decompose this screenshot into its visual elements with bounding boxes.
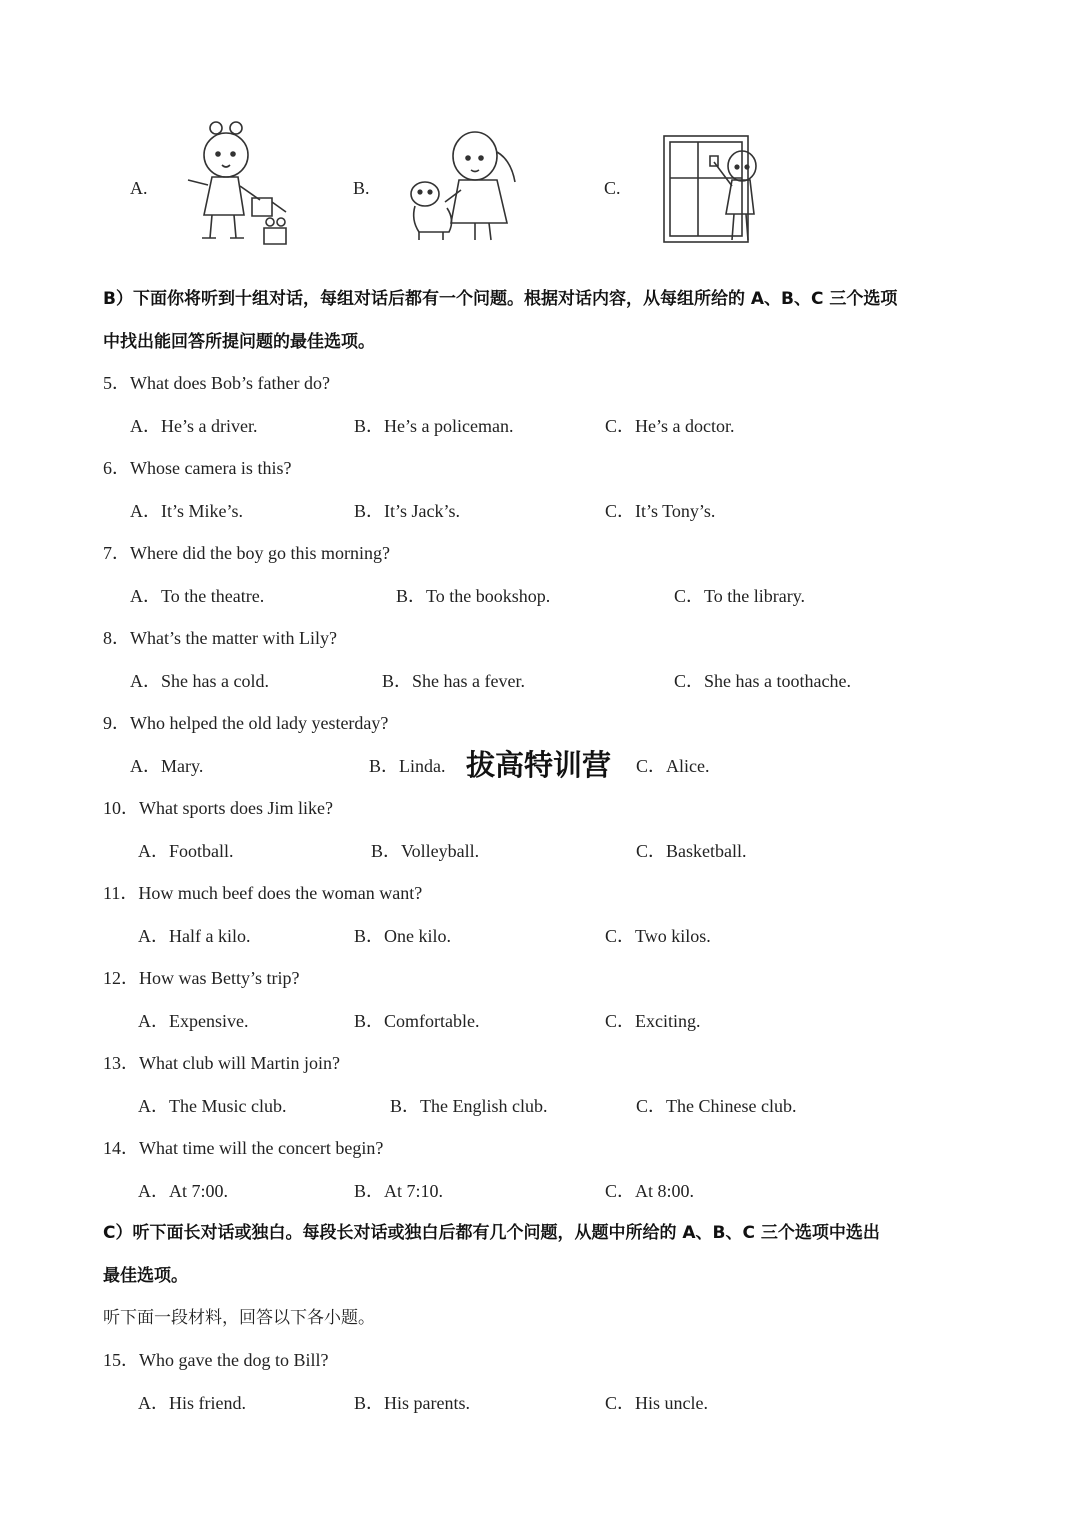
question-13-option-b: B．The English club.: [390, 1096, 548, 1116]
question-9-option-b: B．Linda.: [369, 756, 446, 776]
question-6: 6．Whose camera is this?: [103, 458, 292, 478]
section-c-instruction-line2: 最佳选项。: [103, 1266, 188, 1286]
question-13-option-c: C．The Chinese club.: [636, 1096, 797, 1116]
watermark-text: 拔高特训营: [466, 748, 612, 782]
question-12: 12．How was Betty’s trip?: [103, 968, 300, 988]
question-11-option-a: A．Half a kilo.: [138, 926, 251, 946]
question-5-option-c: C．He’s a doctor.: [605, 416, 735, 436]
question-5-option-b: B．He’s a policeman.: [354, 416, 514, 436]
question-7: 7．Where did the boy go this morning?: [103, 543, 390, 563]
question-11-option-b: B．One kilo.: [354, 926, 451, 946]
question-8-option-c: C．She has a toothache.: [674, 671, 851, 691]
question-10-option-b: B．Volleyball.: [371, 841, 480, 861]
question-8: 8．What’s the matter with Lily?: [103, 628, 337, 648]
question-14-option-c: C．At 8:00.: [605, 1181, 695, 1201]
question-11: 11．How much beef does the woman want?: [103, 883, 423, 903]
question-12-option-b: B．Comfortable.: [354, 1011, 480, 1031]
question-10: 10．What sports does Jim like?: [103, 798, 333, 818]
section-c-instruction-line1: C）听下面长对话或独白。每段长对话或独白后都有几个问题，从题中所给的 A、B、C 三个选项中选出: [103, 1223, 880, 1243]
girl-watering-flowers-icon: [182, 120, 302, 250]
question-10-option-c: C．Basketball.: [636, 841, 747, 861]
picture-b-label: B.: [353, 178, 370, 198]
section-b-instruction-line2: 中找出能回答所提问题的最佳选项。: [103, 332, 375, 352]
question-8-option-b: B．She has a fever.: [382, 671, 525, 691]
question-14-option-b: B．At 7:10.: [354, 1181, 444, 1201]
question-7-option-c: C．To the library.: [674, 586, 806, 606]
question-12-option-c: C．Exciting.: [605, 1011, 701, 1031]
question-15-option-a: A．His friend.: [138, 1393, 246, 1413]
picture-a-label: A.: [130, 178, 148, 198]
girl-cleaning-window-icon: [662, 134, 772, 246]
question-6-option-a: A．It’s Mike’s.: [130, 501, 244, 521]
question-11-option-c: C．Two kilos.: [605, 926, 711, 946]
question-7-option-b: B．To the bookshop.: [396, 586, 551, 606]
question-15-option-c: C．His uncle.: [605, 1393, 708, 1413]
section-b-instruction-line1: B）下面你将听到十组对话，每组对话后都有一个问题。根据对话内容，从每组所给的 A、B、C 三个选项: [103, 289, 898, 309]
question-12-option-a: A．Expensive.: [138, 1011, 249, 1031]
question-5: 5．What does Bob’s father do?: [103, 373, 330, 393]
question-15: 15．Who gave the dog to Bill?: [103, 1350, 329, 1370]
woman-with-dog-icon: [405, 128, 530, 243]
question-15-option-b: B．His parents.: [354, 1393, 470, 1413]
question-8-option-a: A．She has a cold.: [130, 671, 269, 691]
question-9: 9．Who helped the old lady yesterday?: [103, 713, 389, 733]
question-13-option-a: A．The Music club.: [138, 1096, 287, 1116]
section-c-intro: 听下面一段材料，回答以下各小题。: [103, 1308, 375, 1328]
picture-c-label: C.: [604, 178, 621, 198]
question-10-option-a: A．Football.: [138, 841, 234, 861]
question-13: 13．What club will Martin join?: [103, 1053, 340, 1073]
question-6-option-c: C．It’s Tony’s.: [605, 501, 716, 521]
question-9-option-a: A．Mary.: [130, 756, 204, 776]
question-14: 14．What time will the concert begin?: [103, 1138, 384, 1158]
question-6-option-b: B．It’s Jack’s.: [354, 501, 460, 521]
question-7-option-a: A．To the theatre.: [130, 586, 265, 606]
question-5-option-a: A．He’s a driver.: [130, 416, 258, 436]
question-14-option-a: A．At 7:00.: [138, 1181, 228, 1201]
question-9-option-c: C．Alice.: [636, 756, 710, 776]
